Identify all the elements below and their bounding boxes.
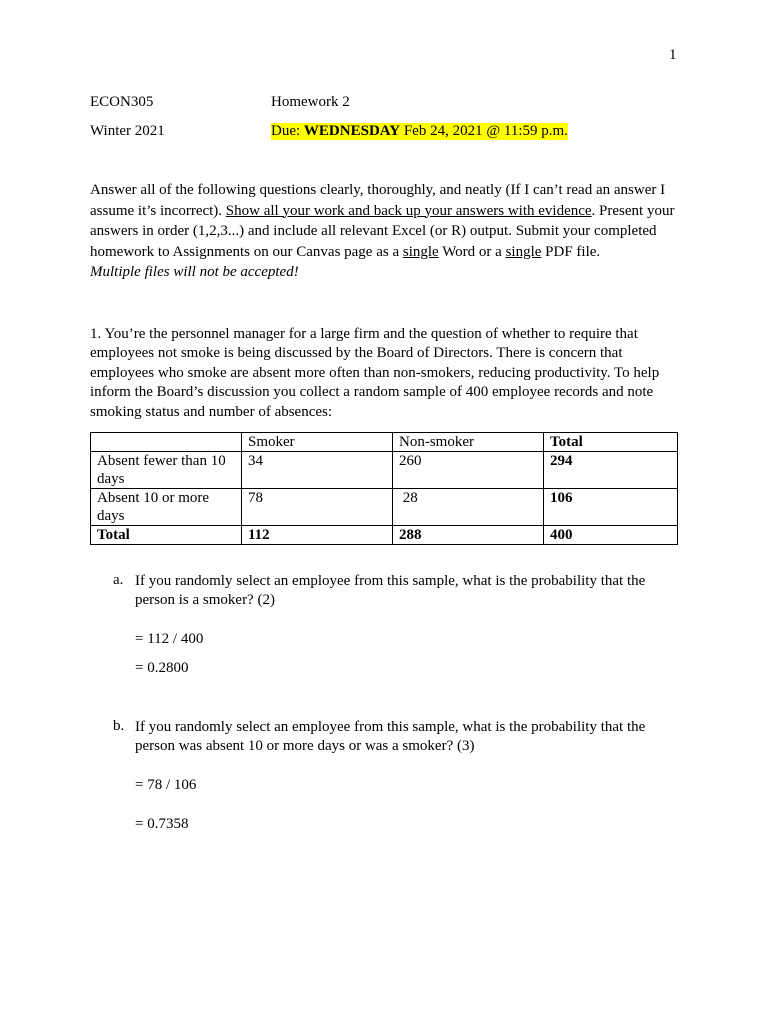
part-a-label: a.	[113, 572, 124, 588]
page-number: 1	[669, 47, 677, 63]
table-cell: 34	[242, 452, 393, 489]
instructions-italic-note: Multiple files will not be accepted!	[90, 264, 299, 281]
table-cell	[91, 433, 242, 452]
table-cell: Total	[91, 526, 242, 545]
instructions-paragraph	[90, 180, 690, 283]
instructions-single-2: single	[505, 243, 542, 260]
instructions-part4: PDF file.	[541, 243, 601, 260]
part-a-answer-line-2: = 0.2800	[135, 660, 189, 676]
due-day: WEDNESDAY	[303, 123, 401, 139]
due-date-line	[271, 123, 568, 140]
course-code: ECON305	[90, 94, 154, 110]
instructions-part2: . Present your answers in order (1,2,3...) and include all relevant Excel (or R) output. Submit your completed homework to Assignments on our Canvas page as a	[90, 202, 675, 260]
table-header-non-smoker: Non-smoker	[393, 433, 544, 452]
table-cell: Absent fewer than 10 days	[91, 452, 242, 489]
homework-title: Homework 2	[271, 94, 350, 110]
table-cell: 78	[242, 489, 393, 526]
part-b-answer-line-2: = 0.7358	[135, 816, 189, 832]
table-cell: 288	[393, 526, 544, 545]
table-row	[91, 489, 678, 526]
part-b-label: b.	[113, 718, 125, 734]
part-a-answer-line-1: = 112 / 400	[135, 631, 204, 647]
table-cell: 112	[242, 526, 393, 545]
absence-smoking-table	[90, 432, 678, 545]
table-cell: 106	[544, 489, 678, 526]
table-header-total: Total	[544, 433, 678, 452]
table-cell: 294	[544, 452, 678, 489]
instructions-part1: Answer all of the following questions clearly, thoroughly, and neatly (If I can’t read an answer I assume it’s incorrect).	[90, 182, 666, 219]
table-row	[91, 452, 678, 489]
table-header-smoker: Smoker	[242, 433, 393, 452]
part-b-answer-line-1: = 78 / 106	[135, 777, 197, 793]
table-cell: 400	[544, 526, 678, 545]
question-1-text: 1. You’re the personnel manager for a large firm and the question of whether to require that employees not smoke is being discussed by the Board of Directors. There is concern that employees who smoke are absent more often than non-smokers, reducing productivity. To help inform the Board’s discussion you collect a random sample of 400 employee records and note smoking status and number of absences:	[90, 326, 660, 420]
table-header-row	[91, 433, 678, 452]
table-cell: 28	[393, 489, 544, 526]
part-b-question: If you randomly select an employee from this sample, what is the probability that the person was absent 10 or more days or was a smoker? (3)	[135, 719, 646, 755]
part-a-question: If you randomly select an employee from this sample, what is the probability that the person is a smoker? (2)	[135, 573, 646, 609]
instructions-part3: Word or a	[438, 243, 506, 260]
term: Winter 2021	[90, 123, 165, 139]
due-rest: Feb 24, 2021 @ 11:59 p.m.	[400, 123, 568, 139]
instructions-single-1: single	[402, 243, 439, 260]
due-prefix: Due:	[271, 123, 304, 139]
table-row	[91, 526, 678, 545]
table-cell: Absent 10 or more days	[91, 489, 242, 526]
table-cell: 260	[393, 452, 544, 489]
instructions-underlined: Show all your work and back up your answers with evidence	[225, 202, 592, 219]
